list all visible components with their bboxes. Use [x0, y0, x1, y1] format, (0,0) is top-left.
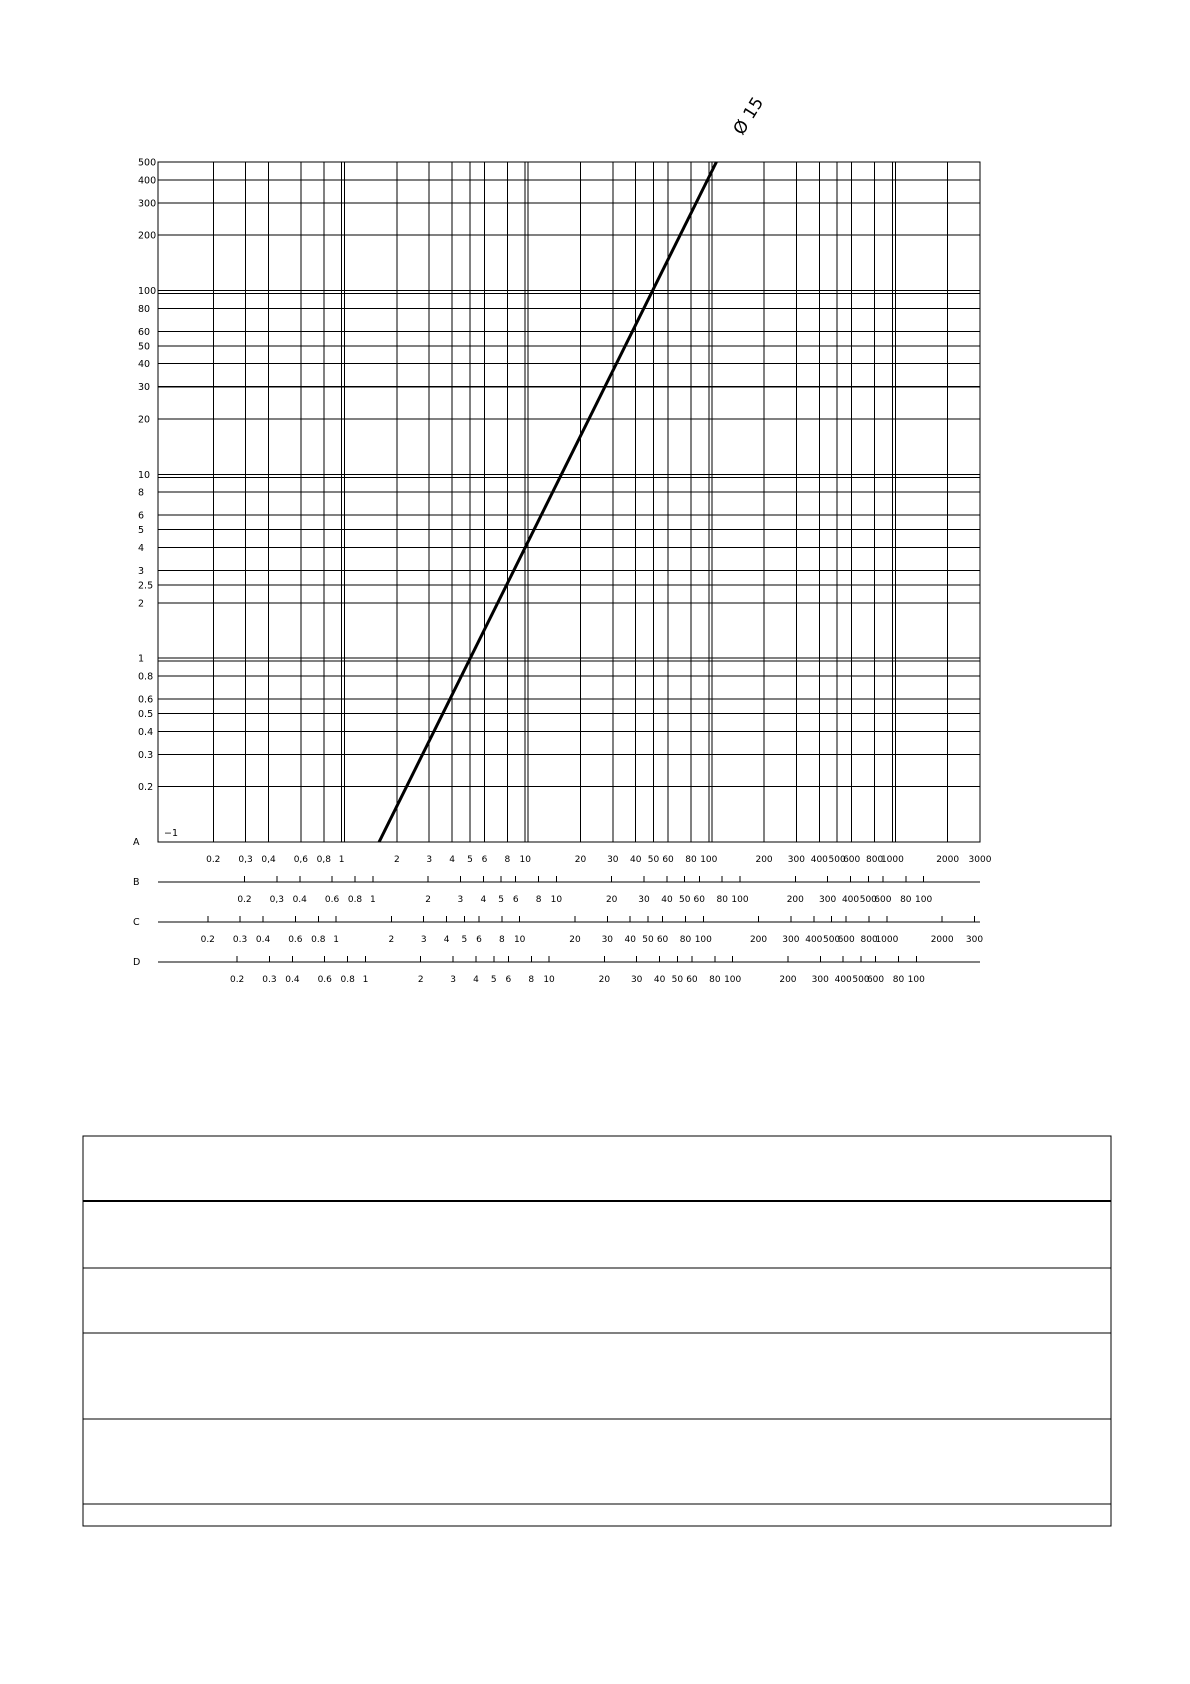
scale-tick-label: 500 — [828, 855, 846, 865]
scale-tick-label: 80 — [900, 895, 912, 905]
scale-tick-label: 2 — [388, 935, 395, 945]
scale-tick-label: 3 — [450, 975, 456, 985]
scale-tick-label: 40 — [630, 855, 642, 865]
y-tick-label: 40 — [138, 359, 151, 371]
scale-tick-label: 2000 — [930, 935, 954, 945]
scale-tick-label: 30 — [630, 975, 643, 985]
scale-label: C — [133, 917, 140, 928]
scale-tick-label: 50 — [671, 975, 684, 985]
scale-tick-label: 60 — [686, 975, 698, 985]
scale-tick-label: 6 — [505, 975, 512, 985]
y-tick-label: 60 — [138, 326, 151, 338]
scale-label: D — [133, 957, 141, 968]
scale-tick-label: 5 — [490, 975, 497, 985]
scale-tick-label: 1 — [333, 935, 339, 945]
scale-tick-label: 80 — [679, 935, 692, 945]
scale-tick-label: 50 — [679, 895, 691, 905]
scale-tick-label: 30 — [601, 935, 614, 945]
scale-tick-label: 8 — [504, 855, 511, 865]
scale-tick-label: 2 — [417, 975, 424, 985]
scale-tick-label: 5 — [467, 855, 473, 865]
scale-tick-label: 4 — [473, 975, 479, 985]
y-tick-label: 20 — [138, 414, 151, 426]
scale-tick-label: 0.2 — [237, 895, 252, 905]
y-tick-label: 6 — [138, 510, 145, 522]
scale-tick-label: 0.3 — [262, 975, 277, 985]
scale-tick-label: 0.8 — [311, 935, 326, 945]
scale-tick-label: 1000 — [880, 855, 904, 865]
data-table — [83, 1136, 1111, 1526]
y-tick-label: 0.2 — [138, 782, 154, 794]
scale-tick-label: 300 — [819, 895, 837, 905]
scale-tick-label: 2 — [425, 895, 431, 905]
scale-tick-label: 100 — [700, 855, 718, 865]
scale-tick-label: 800 — [860, 935, 878, 945]
scale-tick-label: 300 — [811, 975, 829, 985]
y-tick-label: 2 — [138, 598, 145, 610]
scale-tick-label: 10 — [513, 935, 526, 945]
y-tick-label: 1 — [138, 653, 145, 665]
y-tick-label: 0.5 — [138, 709, 154, 721]
scale-tick-label: 3 — [420, 935, 427, 945]
x-scales — [133, 837, 992, 985]
scale-tick-label: 2 — [394, 855, 400, 865]
scale-tick-label: 0,8 — [316, 855, 331, 865]
scale-tick-label: 800 — [866, 855, 884, 865]
scale-tick-label: 100 — [724, 975, 742, 985]
chart-grid — [158, 162, 980, 842]
scale-tick-label: 6 — [512, 895, 519, 905]
scale-tick-label: 0.6 — [317, 975, 332, 985]
y-tick-label: 400 — [138, 175, 157, 187]
scale-tick-label: 3000 — [968, 855, 992, 865]
scale-c — [133, 916, 983, 945]
scale-tick-label: 4 — [449, 855, 456, 865]
scale-tick-label: 0.4 — [292, 895, 307, 905]
scale-tick-label: 60 — [693, 895, 706, 905]
scale-tick-label: 100 — [694, 935, 712, 945]
scale-tick-label: 5 — [461, 935, 468, 945]
scale-tick-label: 400 — [834, 975, 852, 985]
scale-tick-label: 4 — [443, 935, 450, 945]
scale-tick-label: 0,3 — [269, 895, 284, 905]
scale-label: A — [133, 837, 140, 848]
y-tick-label: 0.6 — [138, 694, 154, 706]
scale-tick-label: 400 — [841, 895, 860, 905]
scale-tick-label: 8 — [535, 895, 542, 905]
y-tick-label: 200 — [138, 230, 157, 242]
table-frame — [83, 1136, 1111, 1526]
scale-tick-label: 3 — [426, 855, 433, 865]
scale-tick-label: 6 — [476, 935, 482, 945]
scale-tick-label: 30 — [638, 895, 650, 905]
scale-tick-label: 20 — [569, 935, 581, 945]
scale-tick-label: 0.2 — [229, 975, 245, 985]
scale-tick-label: 0.3 — [232, 935, 248, 945]
scale-tick-label: 0.4 — [255, 935, 271, 945]
scale-tick-label: 0,4 — [261, 855, 276, 865]
y-tick-label: 3 — [138, 565, 145, 577]
scale-tick-label: 50 — [642, 935, 654, 945]
scale-tick-label: 0.6 — [288, 935, 303, 945]
scale-tick-label: 20 — [574, 855, 587, 865]
scale-tick-label: 300 — [965, 935, 984, 945]
scale-tick-label: 200 — [779, 975, 797, 985]
y-tick-label: 30 — [138, 382, 151, 394]
scale-tick-label: 1 — [362, 975, 369, 985]
scale-tick-label: 600 — [837, 935, 855, 945]
scale-tick-label: 10 — [550, 895, 563, 905]
scale-tick-label: 3 — [457, 895, 464, 905]
scale-tick-label: 1 — [338, 855, 345, 865]
y-tick-label: 8 — [138, 487, 145, 499]
y-tick-label: 5 — [138, 525, 145, 537]
scale-label: B — [133, 877, 140, 888]
scale-a — [133, 837, 992, 865]
y-tick-label: 50 — [138, 341, 151, 353]
scale-tick-label: 20 — [598, 975, 611, 985]
scale-tick-label: 60 — [662, 855, 674, 865]
y-min-label: −1 — [164, 828, 179, 839]
series-label: Ø 15 — [729, 93, 769, 139]
scale-tick-label: 80 — [685, 855, 697, 865]
y-tick-label: 500 — [138, 157, 157, 169]
scale-tick-label: 8 — [499, 935, 505, 945]
scale-tick-label: 0.8 — [347, 895, 363, 905]
scale-tick-label: 80 — [716, 895, 728, 905]
scale-tick-label: 0.8 — [340, 975, 355, 985]
scale-tick-label: 10 — [543, 975, 555, 985]
scale-tick-label: 80 — [892, 975, 905, 985]
scale-tick-label: 10 — [519, 855, 531, 865]
scale-tick-label: 1000 — [875, 935, 899, 945]
y-tick-label: 10 — [138, 469, 151, 481]
y-tick-label: 0.4 — [138, 726, 154, 738]
scale-tick-label: 30 — [607, 855, 619, 865]
scale-b — [133, 876, 980, 905]
scale-tick-label: 0,3 — [238, 855, 253, 865]
scale-tick-label: 200 — [755, 855, 773, 865]
scale-tick-label: 1 — [369, 895, 376, 905]
y-tick-label: 300 — [138, 198, 157, 210]
y-tick-label: 2.5 — [138, 580, 154, 592]
scale-tick-label: 0,6 — [293, 855, 309, 865]
scale-tick-label: 300 — [787, 855, 805, 865]
scale-tick-label: 40 — [624, 935, 636, 945]
scale-tick-label: 200 — [749, 935, 768, 945]
y-tick-label: 80 — [138, 303, 151, 315]
scale-tick-label: 600 — [843, 855, 861, 865]
scale-tick-label: 600 — [866, 975, 885, 985]
y-tick-label: 0.8 — [138, 671, 154, 683]
series — [379, 94, 768, 842]
scale-tick-label: 0.6 — [324, 895, 340, 905]
scale-tick-label: 300 — [782, 935, 800, 945]
scale-tick-label: 400 — [810, 855, 828, 865]
scale-tick-label: 500 — [859, 895, 877, 905]
scale-tick-label: 200 — [786, 895, 804, 905]
scale-tick-label: 600 — [874, 895, 892, 905]
scale-tick-label: 40 — [661, 895, 673, 905]
scale-tick-label: 50 — [647, 855, 660, 865]
y-tick-label: 0.3 — [138, 749, 154, 761]
scale-tick-label: 100 — [907, 975, 925, 985]
scale-tick-label: 100 — [731, 895, 749, 905]
scale-tick-label: 500 — [852, 975, 870, 985]
scale-tick-label: 80 — [709, 975, 721, 985]
y-tick-label: 100 — [138, 285, 157, 297]
scale-tick-label: 0.2 — [200, 935, 215, 945]
scale-tick-label: 100 — [915, 895, 933, 905]
scale-tick-label: 60 — [656, 935, 669, 945]
scale-tick-label: 40 — [653, 975, 666, 985]
scale-tick-label: 500 — [823, 935, 841, 945]
scale-tick-label: 5 — [498, 895, 505, 905]
scale-tick-label: 400 — [805, 935, 823, 945]
scale-tick-label: 6 — [481, 855, 488, 865]
plot-frame — [158, 162, 980, 842]
scale-tick-label: 8 — [528, 975, 535, 985]
scale-tick-label: 2000 — [936, 855, 960, 865]
scale-tick-label: 4 — [480, 895, 487, 905]
scale-d — [133, 956, 980, 985]
y-tick-label: 4 — [138, 542, 145, 554]
scale-tick-label: 0.2 — [206, 855, 221, 865]
scale-tick-label: 20 — [605, 895, 618, 905]
scale-tick-label: 0.4 — [285, 975, 300, 985]
